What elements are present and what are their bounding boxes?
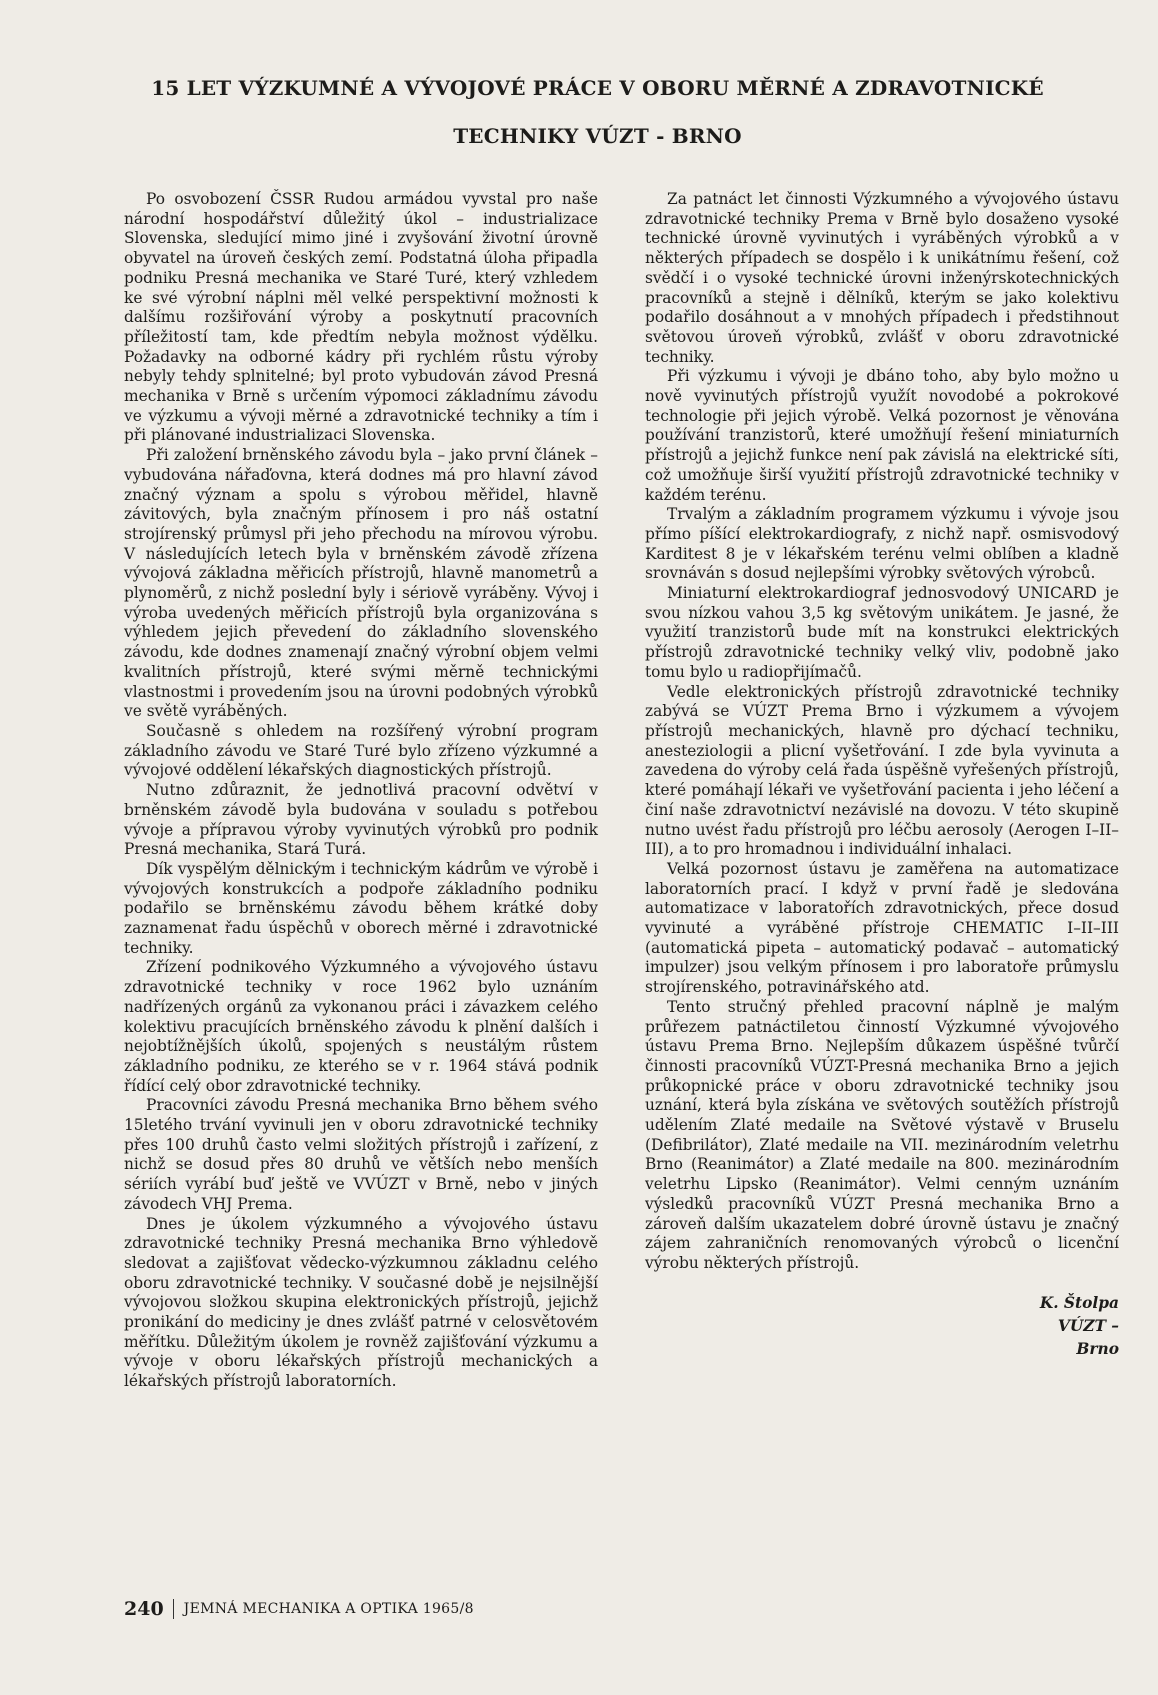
page-number: 240 bbox=[124, 1598, 164, 1620]
title-line-2: TECHNIKY VÚZT - BRNO bbox=[453, 124, 742, 148]
paragraph: Nutno zdůraznit, že jednotlivá pracovní odvětví v brněnském závodě byla budována v souladu s potřebou vývoje a přípravou výroby vyvinutých výrobků pro podnik Presná mechanika, Stará Turá. bbox=[124, 781, 598, 859]
footer-divider bbox=[173, 1599, 174, 1619]
paragraph: Vedle elektronických přístrojů zdravotnické techniky zabývá se VÚZT Prema Brno i výzkumem a vývojem přístrojů mechanických, hlavně pro dýchací techniku, anesteziologii a plicní vyšetřování. I zde byla vyvinuta a zavedena do výroby celá řada úspěšně vyřešených přístrojů, které pomáhají lékaři ve vyšetřování pacienta i jeho léčení a činí naše zdravotnictví nezávislé na dovozu. V této skupině nutno uvést řadu přístrojů pro léčbu aerosoly (Aerogen I–II–III), a to pro hromadnou i individuální inhalaci. bbox=[645, 682, 1119, 859]
paragraph: Trvalým a základním programem výzkumu i vývoje jsou přímo píšící elektrokardiografy, z nichž např. osmisvodový Karditest 8 je v lékařském terénu velmi oblíben a kladně srovnáván s dosud nejlepšími výrobky světových výrobců. bbox=[645, 505, 1119, 583]
author-organization: VÚZT – bbox=[1057, 1316, 1119, 1335]
paragraph: Dík vyspělým dělnickým i technickým kádrům ve výrobě i vývojových konstrukcích a podpoře základního podniku podařilo se brněnskému závodu během krátké doby zaznamenat řadu úspěchů v oborech měrné i zdravotnické techniky. bbox=[124, 859, 598, 957]
publication-name: JEMNÁ MECHANIKA A OPTIKA 1965/8 bbox=[183, 1601, 474, 1617]
paragraph: Při výzkumu i vývoji je dbáno toho, aby bylo možno u nově vyvinutých přístrojů využít novodobé a pokrokové technologie při jejich výrobě. Velká pozornost je věnována používání tranzistorů, které umožňují řešení miniaturních přístrojů a jejichž funkce není pak závislá na elektrické síti, což umožňuje širší využití přístrojů zdravotnické techniky v každém terénu. bbox=[645, 367, 1119, 504]
paragraph: Pracovníci závodu Presná mechanika Brno během svého 15letého trvání vyvinuli jen v oboru zdravotnické techniky přes 100 druhů často velmi složitých přístrojů i zařízení, z nichž se dosud přes 80 druhů ve větších nebo menších sériích vyrábí buď ještě ve VVÚZT v Brně, nebo v jiných závodech VHJ Prema. bbox=[124, 1096, 598, 1213]
page-footer bbox=[124, 1598, 474, 1620]
paragraph: Za patnáct let činnosti Výzkumného a vývojového ústavu zdravotnické techniky Prema v Brně bylo dosaženo vysoké technické úrovně vyvinutých i vyráběných výrobků a v některých případech se dospělo i k unikátnímu řešení, což svědčí i o vysoké technické úrovni inženýrskotechnických pracovníků a stejně i dělníků, kterým se jako kolektivu podařilo dosáhnout a v mnohých případech i předstihnout světovou úroveň výrobků, zvlášť v oboru zdravotnické techniky. bbox=[645, 190, 1119, 366]
paragraph: Zřízení podnikového Výzkumného a vývojového ústavu zdravotnické techniky v roce 1962 bylo uznáním nadřízených orgánů za vykonanou práci i závazkem celého kolektivu pracujících brněnského závodu k plnění dalších i nejobtížnějších úkolů, spojených s neustálým růstem základního podniku, ze kterého se v r. 1964 stává podnik řídící celý obor zdravotnické techniky. bbox=[124, 958, 598, 1095]
article-title bbox=[120, 64, 1075, 160]
paragraph: Po osvobození ČSSR Rudou armádou vyvstal pro naše národní hospodářství důležitý úkol – industrializace Slovenska, sledující mimo jiné i zvyšování životní úrovně obyvatel na úroveň českých zemí. Podstatná úloha připadla podniku Presná mechanika ve Staré Turé, který vzhledem ke své výrobní náplni měl velké perspektivní možnosti k dalšímu rozšiřování výroby a poskytnutí pracovních příležitostí tam, kde předtím nebyla možnost výdělku. Požadavky na odborné kádry při rychlém růstu výroby nebyly tehdy splnitelné; byl proto vybudován závod Presná mechanika v Brně s určením výpomoci základnímu závodu ve výzkumu a vývoji měrné a zdravotnické techniky a tím i při plánované industrializaci Slovenska. bbox=[124, 190, 598, 445]
author-city: Brno bbox=[1076, 1339, 1119, 1358]
right-column bbox=[645, 190, 1119, 1361]
author-signature bbox=[645, 1292, 1119, 1361]
paragraph: Při založení brněnského závodu byla – jako první článek – vybudována nářaďovna, která dodnes má pro hlavní závod značný význam a spolu s výrobou měřidel, hlavně závitových, byla značným přínosem i pro náš ostatní strojírenský průmysl při jeho přechodu na mírovou výrobu. V následujících letech byla v brněnském závodě zřízena vývojová základna měřicích přístrojů, hlavně manometrů a plynoměrů, z nichž poslední byly i sériově vyráběny. Vývoj i výroba uvedených měřicích přístrojů byla organizována s výhledem jejich převedení do základního slovenského závodu, kde dodnes znamenají značný výrobní objem velmi kvalitních přístrojů, které svými měrně technickými vlastnostmi i provedením jsou na úrovni podobných výrobků ve světě vyráběných. bbox=[124, 446, 598, 721]
paragraph: Současně s ohledem na rozšířený výrobní program základního závodu ve Staré Turé bylo zřízeno výzkumné a vývojové oddělení lékařských diagnostických přístrojů. bbox=[124, 721, 598, 780]
paragraph: Dnes je úkolem výzkumného a vývojového ústavu zdravotnické techniky Presná mechanika Brno výhledově sledovat a zajišťovat vědecko-výzkumnou základnu celého oboru zdravotnické techniky. V současné době je nejsilnější vývojovou složkou skupina elektronických přístrojů, jejichž pronikání do mediciny je dnes zvlášť patrné v celosvětovém měřítku. Důležitým úkolem je rovněž zajišťování výzkumu a vývoje v oboru lékařských přístrojů mechanických a lékařských přístrojů laboratorních. bbox=[124, 1214, 598, 1391]
author-name: K. Štolpa bbox=[1039, 1293, 1119, 1312]
left-column bbox=[124, 190, 598, 1392]
paragraph: Velká pozornost ústavu je zaměřena na automatizace laboratorních prací. I když v první řadě je sledována automatizace v laboratořích zdravotnických, přece dosud vyvinuté a vyráběné přístroje CHEMATIC I–II–III (automatická pipeta – automatický podavač – automatický impulzer) jsou velkým přínosem i pro laboratoře průmyslu strojírenského, potravinářského atd. bbox=[645, 859, 1119, 997]
paragraph: Miniaturní elektrokardiograf jednosvodový UNICARD je svou nízkou vahou 3,5 kg světovým unikátem. Je jasné, že využití tranzistorů bude mít na konstrukci elektrických přístrojů zdravotnické techniky velký vliv, podobně jako tomu bylo u radiopřijímačů. bbox=[645, 584, 1119, 681]
title-line-1: 15 LET VÝZKUMNÉ A VÝVOJOVÉ PRÁCE V OBORU MĚRNÉ A ZDRAVOTNICKÉ bbox=[151, 76, 1044, 100]
paragraph: Tento stručný přehled pracovní náplně je malým průřezem patnáctiletou činností Výzkumné vývojového ústavu Prema Brno. Nejlepším důkazem úspěšné tvůrčí činnosti pracovníků VÚZT-Presná mechanika Brno a jejich průkopnické práce v oboru zdravotnické techniky jsou uznání, která byla získána ve světových soutěžích přístrojů udělením Zlaté medaile na Světové výstavě v Bruselu (Defibrilátor), Zlaté medaile na VII. mezinárodním veletrhu Brno (Reanimátor) a Zlaté medaile na 800. mezinárodním veletrhu Lipsko (Reanimátor). Velmi cenným uznáním výsledků pracovníků VÚZT Presná mechanika Brno a zároveň dalším ukazatelem dobré úrovně ústavu je značný zájem zahraničních renomovaných výrobců o licenční výrobu některých přístrojů. bbox=[645, 997, 1119, 1272]
